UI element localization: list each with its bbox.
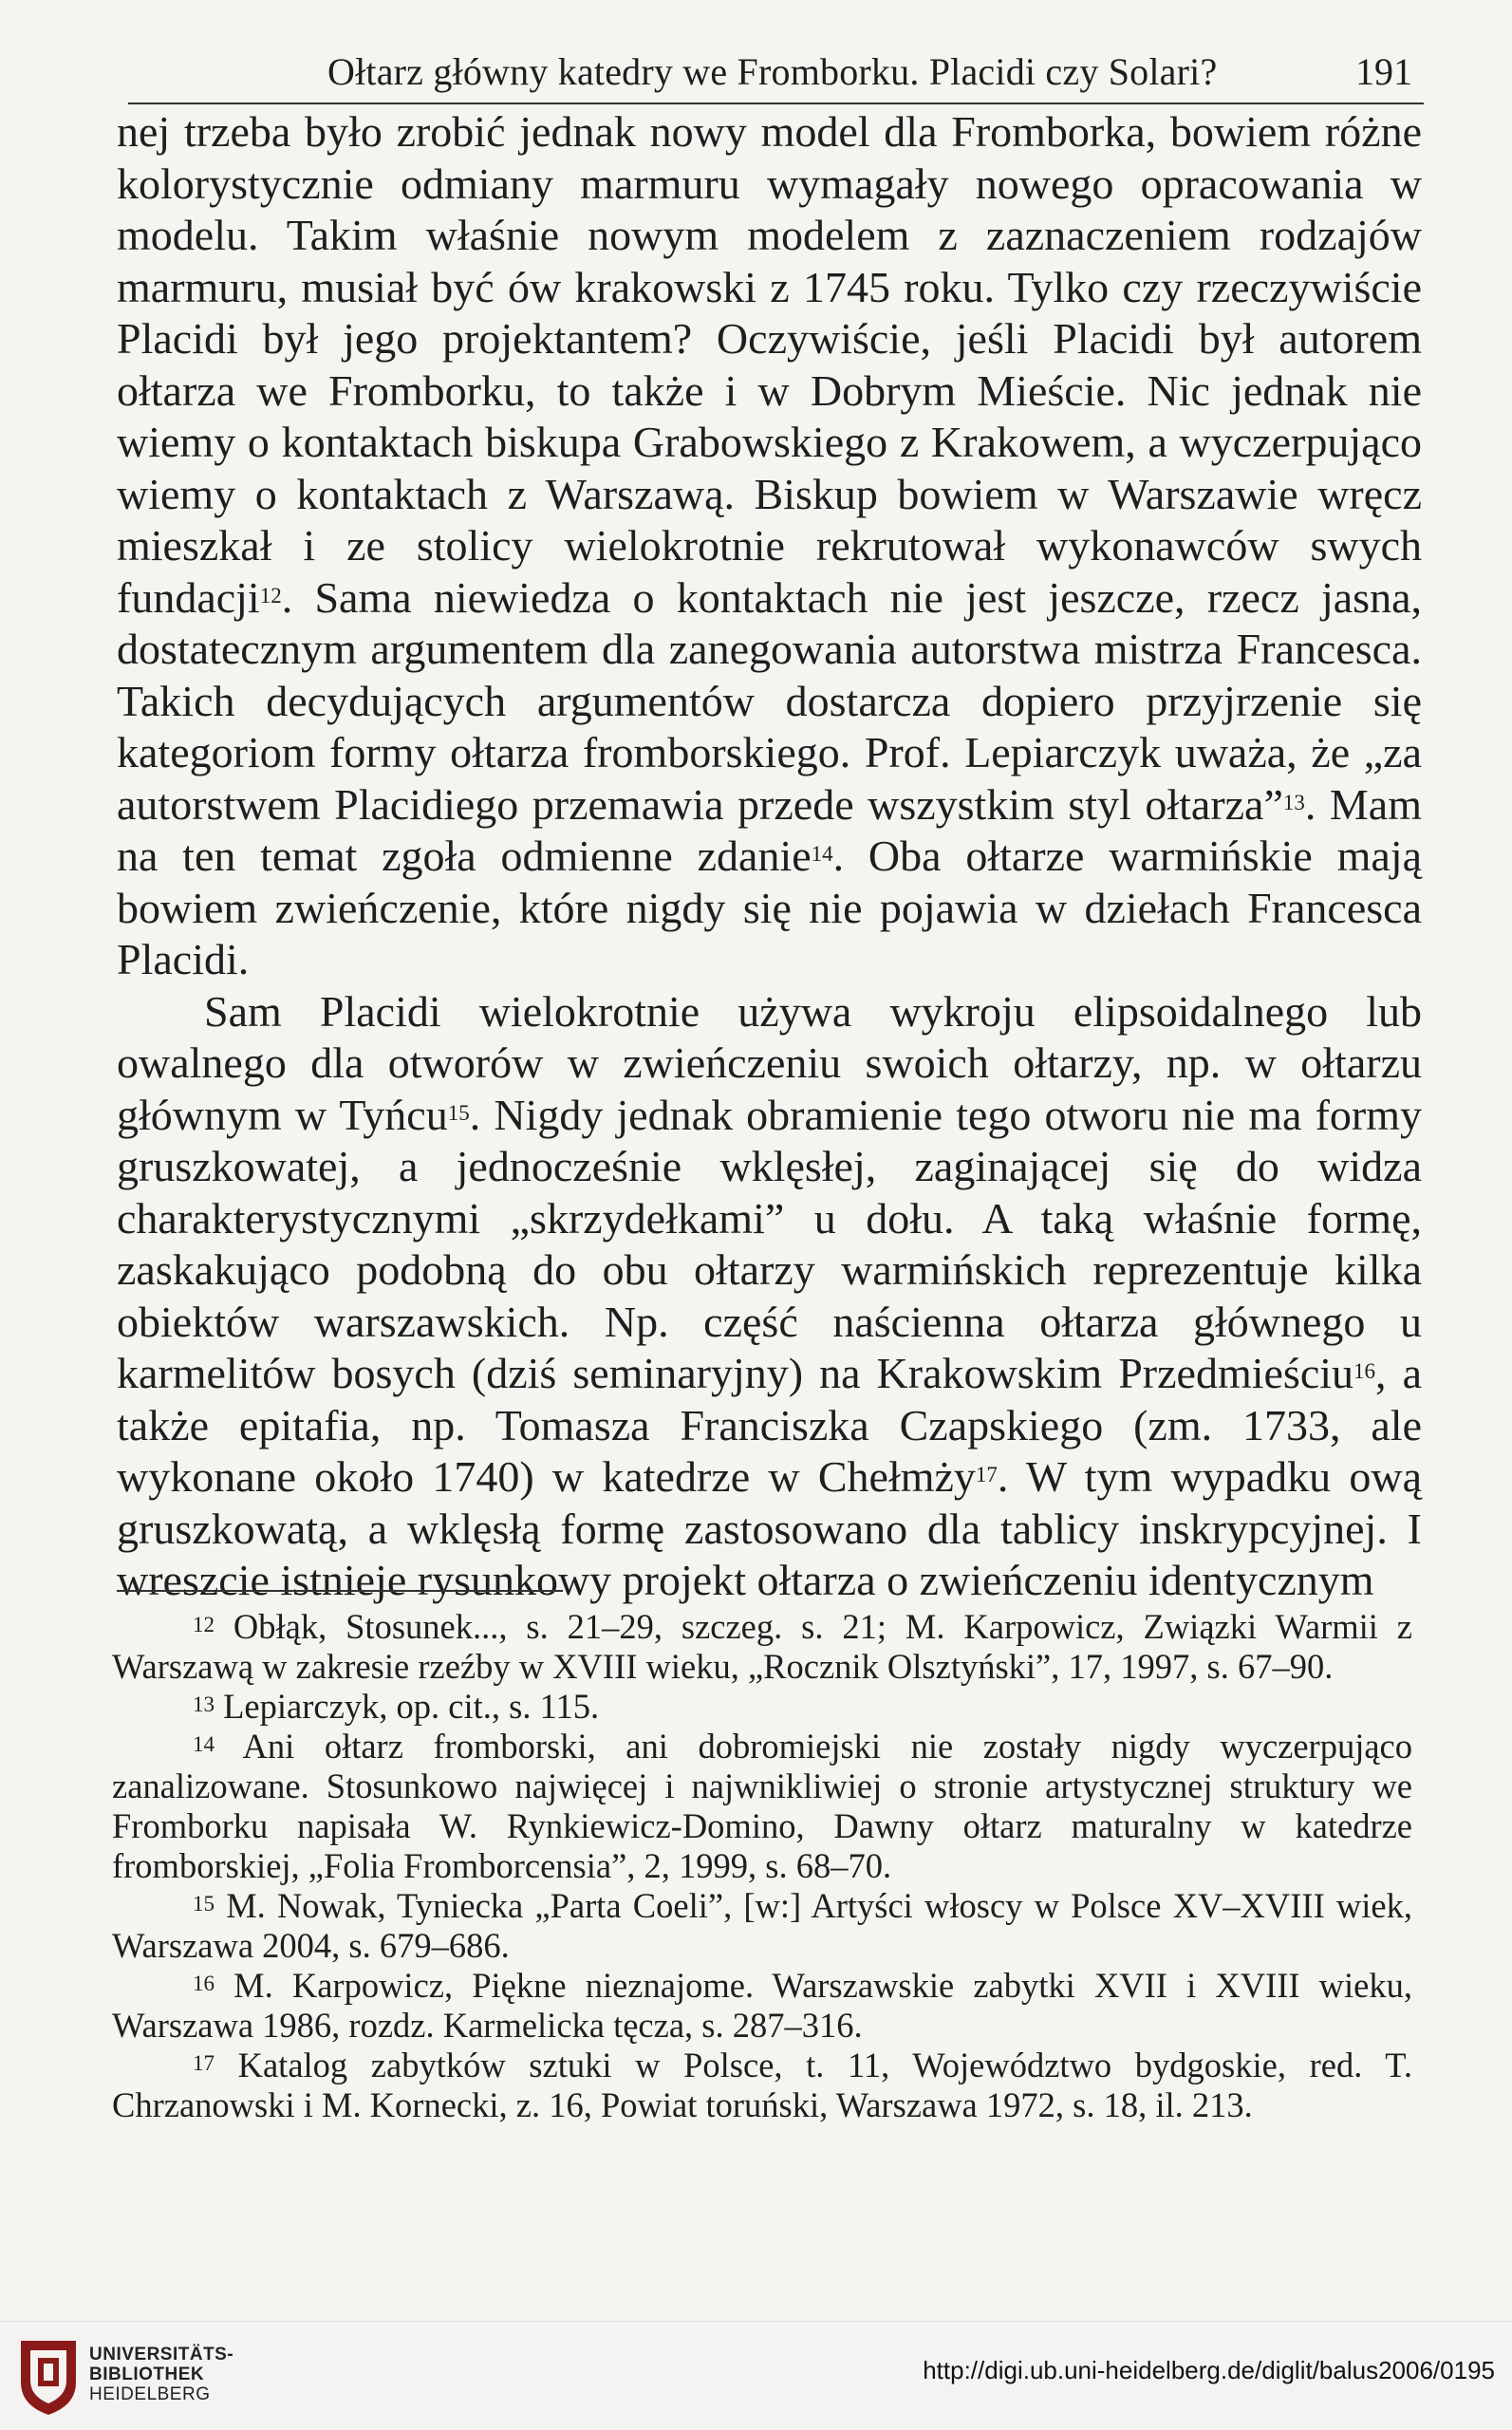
text-run: . W tym wypadku ową gruszkowatą, a wklęsłą formę zastosowano dla tablicy inskrypcyjnej. I wreszcie istnieje rysunkowy projekt ołtarza o zwieńczeniu identycznym [117, 1452, 1422, 1604]
footnote [112, 2046, 1412, 2125]
footnote-ref[interactable]: 16 [1353, 1359, 1376, 1383]
text-run: . Oba ołtarze warmińskie mają bowiem zwieńczenie, które nigdy się nie pojawia w dziełach Francesca Placidi. [117, 832, 1422, 983]
footnote-number: 16 [193, 1972, 215, 1995]
library-name [89, 2345, 233, 2404]
footnote-number: 12 [193, 1613, 215, 1636]
library-name-line: BIBLIOTHEK [89, 2365, 205, 2384]
text-run: . Sama niewiedza o kontaktach nie jest jeszcze, rzecz jasna, dostatecznym argumentem dla zanegowania autorstwa mistrza Francesca. Takich decydujących argumentów dostarcza dopiero przyjrzenie się kategoriom formy ołtarza fromborskiego. Prof. Lepiarczyk uważa, że „za autorstwem Placidiego przemawia przede wszystkim styl ołtarza” [117, 572, 1422, 829]
paragraph [117, 986, 1422, 1607]
running-header [128, 46, 1424, 104]
footnote-text: M. Karpowicz, Piękne nieznajome. Warszawskie zabytki XVII i XVIII wieku, Warszawa 1986, rozdz. Karmelicka tęcza, s. 287–316. [112, 1966, 1412, 2045]
footnote [112, 1727, 1412, 1886]
running-title: Ołtarz główny katedry we Fromborku. Placidi czy Solari? [327, 50, 1218, 93]
paragraph [117, 106, 1422, 986]
footnote [112, 1607, 1412, 1687]
footnote-text: Katalog zabytków sztuki w Polsce, t. 11, Województwo bydgoskie, red. T. Chrzanowski i M. Kornecki, z. 16, Powiat toruński, Warszawa 1972, s. 18, il. 213. [112, 2046, 1412, 2124]
text-run: Sam Placidi wielokrotnie używa wykroju elipsoidalnego lub owalnego dla otworów w zwieńczeniu swoich ołtarzy, np. w ołtarzu głównym w Tyńcu [117, 986, 1422, 1139]
footnote-ref[interactable]: 17 [975, 1463, 998, 1486]
footnote-text: Lepiarczyk, op. cit., s. 115. [223, 1687, 600, 1726]
footnote-divider [117, 1590, 563, 1592]
footnote-text: Obłąk, Stosunek..., s. 21–29, szczeg. s. 21; M. Karpowicz, Związki Warmii z Warszawą w zakresie rzeźby w XVIII wieku, „Rocznik Olsztyński”, 17, 1997, s. 67–90. [112, 1607, 1413, 1686]
text-run: nej trzeba było zrobić jednak nowy model dla Fromborka, bowiem różne kolorystycznie odmiany marmuru wymagały nowego opracowania w modelu. Takim właśnie nowym modelem z zaznaczeniem rodzajów marmuru, musiał być ów krakowski z 1745 roku. Tylko czy rzeczywiście Placidi był jego projektantem? Oczywiście, jeśli Placidi był autorem ołtarza we Fromborku, to także i w Dobrym Mieście. Nic jednak nie wiemy o kontaktach biskupa Grabowskiego z Krakowem, a wyczerpująco wiemy o kontaktach z Warszawą. Biskup bowiem w Warszawie wręcz mieszkał i ze stolicy wielokrotnie rekrutował wykonawców swych fundacji [117, 107, 1422, 622]
footnote [112, 1886, 1412, 1966]
footnote-ref[interactable]: 14 [811, 842, 833, 866]
footnote-ref[interactable]: 13 [1282, 790, 1305, 814]
footnote [112, 1687, 1412, 1727]
footnotes [112, 1607, 1412, 2125]
text-run: , a także epitafia, np. Tomasza Franciszka Czapskiego (zm. 1733, ale wykonane około 1740) w katedrze w Chełmży [117, 1349, 1423, 1501]
library-name-line: UNIVERSITÄTS- [89, 2345, 234, 2365]
library-name-line: HEIDELBERG [89, 2384, 211, 2404]
footnote-number: 13 [193, 1692, 215, 1716]
main-text [117, 106, 1422, 1607]
footnote-number: 15 [193, 1892, 215, 1916]
page-number: 191 [1355, 50, 1412, 93]
footnote-number: 17 [193, 2051, 215, 2075]
source-url-link[interactable]: http://digi.ub.uni-heidelberg.de/diglit/balus2006/0195 [923, 2356, 1495, 2384]
digitization-footer [0, 2321, 1512, 2430]
footnote-ref[interactable]: 12 [259, 583, 282, 608]
footnote-text: M. Nowak, Tyniecka „Parta Coeli”, [w:] Artyści włoscy w Polsce XV–XVIII wiek, Warszawa 2004, s. 679–686. [112, 1886, 1412, 1965]
footnote [112, 1966, 1412, 2046]
university-library-crest-icon[interactable] [17, 2337, 80, 2417]
text-run: . Nigdy jednak obramienie tego otworu nie ma formy gruszkowatej, a jednocześnie wklęsłej, zaginającej się do widza charakterystycznymi „skrzydełkami” u dołu. A taką właśnie formę, zaskakująco podobną do obu ołtarzy warmińskich reprezentuje kilka obiektów warszawskich. Np. część naścienna ołtarza głównego u karmelitów bosych (dziś seminaryjny) na Krakowskim Przedmieściu [117, 1090, 1422, 1397]
footnote-number: 14 [193, 1732, 215, 1756]
footnote-ref[interactable]: 15 [447, 1100, 470, 1125]
text-run: . Mam na ten temat zgoła odmienne zdanie [117, 779, 1422, 880]
footnote-text: Ani ołtarz fromborski, ani dobromiejski nie zostały nigdy wyczerpująco zanalizowane. Stosunkowo najwięcej i najwnikliwiej o stronie artystycznej struktury we Fromborku napisała W. Rynkiewicz-Domino, Dawny ołtarz maturalny w katedrze fromborskiej, „Folia Fromborcensia”, 2, 1999, s. 68–70. [112, 1727, 1412, 1885]
